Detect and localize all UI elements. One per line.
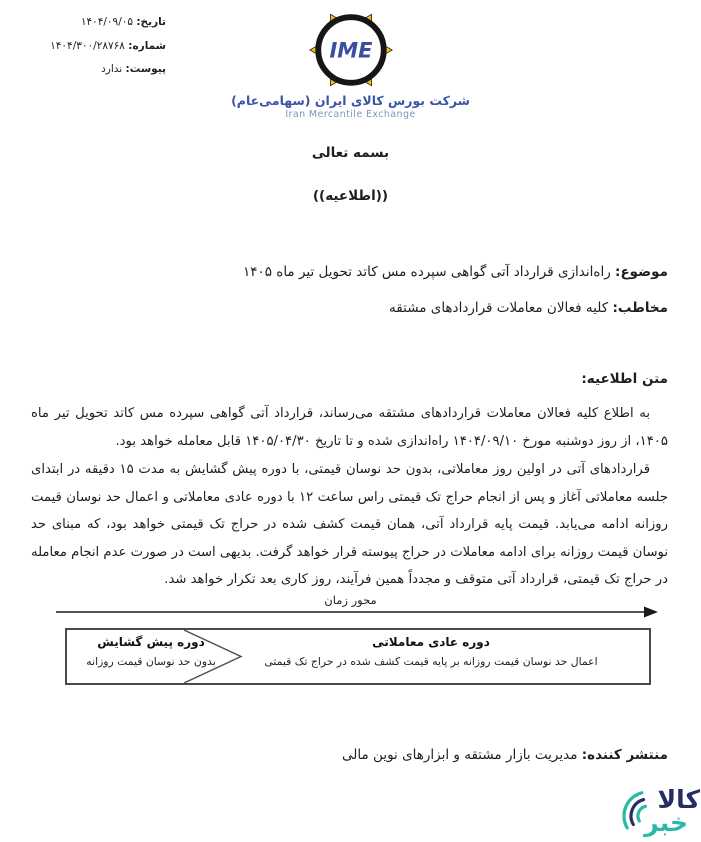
body-title: متن اطلاعیه: [581, 371, 668, 387]
time-axis-diagram [0, 592, 701, 692]
paragraph-1: به اطلاع کلیه فعالان معاملات قراردادهای مشتقه می‌رساند، قرارداد آتی گواهی سپرده مس کاتد تحویل تیر ماه ۱۴۰۵، از روز دوشنبه مورخ ۱۴۰۴/۰۹/۱۰ راه‌اندازی شده و تا تاریخ ۱۴۰۵/۰۴/۳۰ قابل معامله خواهد بود. [31, 406, 668, 449]
watermark-word-kala: کالا [657, 785, 700, 814]
addressee-line [33, 300, 668, 316]
ime-logo-icon [309, 8, 393, 92]
number-label: شماره: [128, 39, 166, 52]
org-name-fa: شرکت بورس کالای ایران (سهامی‌عام) [231, 93, 470, 108]
normal-subtitle: اعمال حد نوسان قیمت روزانه بر پایه قیمت کشف شده در حراج تک قیمتی [264, 655, 598, 668]
publisher-line [33, 747, 668, 763]
kalakhabar-watermark [598, 783, 701, 842]
phase-box [65, 628, 651, 685]
time-axis-arrow-icon [56, 606, 658, 618]
watermark-word-khabar: خبر [644, 808, 688, 837]
publisher-value: مدیریت بازار مشتقه و ابزارهای نوین مالی [342, 747, 578, 763]
date-label: تاریخ: [136, 16, 166, 28]
org-name-en: Iran Mercantile Exchange [285, 109, 416, 120]
addressee-label: مخاطب: [612, 300, 668, 316]
attachment-label: پیوست: [125, 63, 166, 75]
normal-title: دوره عادی معاملاتی [372, 635, 490, 649]
ime-monogram: IME [328, 38, 373, 63]
subject-line [33, 264, 668, 280]
letterhead-logo-block [0, 8, 701, 120]
attachment-value: ندارد [101, 63, 123, 75]
addressee-value: کلیه فعالان معاملات قراردادهای مشتقه [389, 300, 609, 316]
time-axis-label: محور زمان [324, 593, 377, 607]
pre-open-phase [67, 635, 235, 668]
subject-value: راه‌اندازی قرارداد آتی گواهی سپرده مس کاتد تحویل تیر ماه ۱۴۰۵ [242, 264, 611, 280]
date-value: ۱۴۰۴/۰۹/۰۵ [80, 16, 134, 28]
pre-open-subtitle: بدون حد نوسان قیمت روزانه [86, 655, 216, 668]
publisher-label: منتشر کننده: [581, 747, 668, 763]
besmele-heading: بسمه تعالی [311, 145, 390, 161]
subject-label: موضوع: [615, 264, 668, 280]
pre-open-title: دوره پیش گشایش [97, 635, 205, 649]
number-value: ۱۴۰۴/۳۰۰/۲۸۷۶۸ [50, 39, 125, 52]
notice-heading: ((اطلاعیه)) [312, 188, 389, 204]
paragraph-2: قراردادهای آتی در اولین روز معاملاتی، بدون حد نوسان قیمتی، با دوره پیش گشایش به مدت ۱۵ دقیقه در ابتدای جلسه معاملاتی آغاز و پس از انجام حراج تک قیمتی راس ساعت ۱۲ با دوره عادی معاملاتی و اعمال حد نوسان قیمت روزانه ادامه می‌یابد. قیمت پایه قرارداد آتی، همان قیمت کشف شده در حراج تک قیمتی خواهد بود، که مبنای حد نوسان قیمت روزانه برای ادامه معاملات در حراج پیوسته قرار خواهد گرفت. بدیهی است در صورت عدم انجام معامله در حراج تک قیمتی، قرارداد آتی متوقف و مجدداً همین فرآیند، روز کاری بعد تکرار خواهد شد. [31, 462, 668, 587]
normal-phase [217, 635, 645, 668]
